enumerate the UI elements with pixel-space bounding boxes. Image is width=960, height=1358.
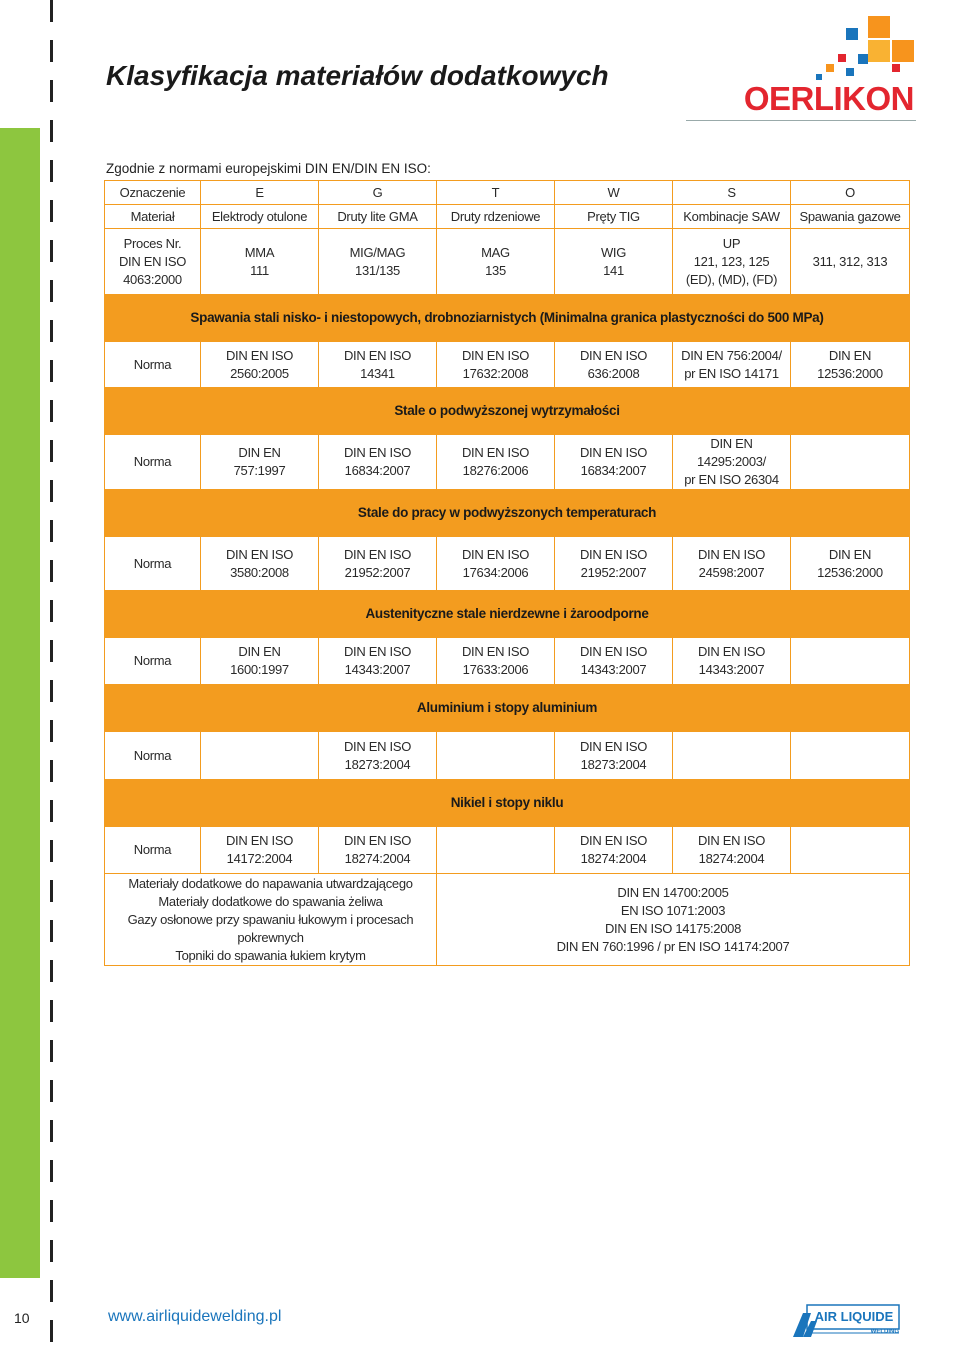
air-liquide-logo-text: AIR LIQUIDE <box>814 1309 894 1324</box>
standard-cell <box>201 827 319 874</box>
standard-cell-text: DIN EN 12536:2000 <box>817 546 883 580</box>
standard-cell <box>673 827 791 874</box>
standard-cell-text: DIN EN 14295:2003/ pr EN ISO 26304 <box>684 436 779 487</box>
standard-cell <box>437 732 555 780</box>
standard-cell-text: DIN EN ISO 21952:2007 <box>343 546 412 580</box>
header-cell-text: Materiał <box>130 208 175 224</box>
standard-cell <box>437 342 555 388</box>
oerlikon-logo <box>686 14 916 117</box>
standard-cell-text: DIN EN ISO 24598:2007 <box>697 546 766 580</box>
header-cell-text: Proces Nr. DIN EN ISO 4063:2000 <box>118 235 187 287</box>
header-cell <box>791 181 910 205</box>
standard-cell <box>201 537 319 591</box>
standard-cell-text: DIN EN ISO 18274:2004 <box>697 833 766 866</box>
extras-standards-cell <box>437 874 910 966</box>
norma-label-cell <box>105 342 201 388</box>
extras-materials-cell-text: Materiały dodatkowe do napawania utwardzającego Materiały dodatkowe do spawania żeliwa Gazy osłonowe przy spawaniu łukowym i procesach pokrewnych Topniki do spawania łukiem krytym <box>127 875 414 963</box>
section-header-row <box>105 490 910 537</box>
standard-cell <box>791 537 910 591</box>
standard-cell <box>673 342 791 388</box>
norma-label-cell <box>105 732 201 780</box>
header-cell <box>791 205 910 229</box>
header-cell-text: Spawania gazowe <box>799 208 901 224</box>
extras-standards-cell-text: DIN EN 14700:2005 EN ISO 1071:2003 DIN EN ISO 14175:2008 DIN EN 760:1996 / pr EN ISO 14174:2007 <box>556 884 790 954</box>
standard-cell <box>319 342 437 388</box>
standard-cell <box>437 537 555 591</box>
standard-cell-text: DIN EN ISO 16834:2007 <box>579 445 648 478</box>
air-liquide-logo <box>793 1303 903 1339</box>
header-cell <box>437 205 555 229</box>
standard-cell <box>201 732 319 780</box>
standard-cell-text: DIN EN 757:1997 <box>233 445 286 478</box>
standard-cell <box>555 732 673 780</box>
section-header-row <box>105 780 910 827</box>
section-header-row <box>105 388 910 435</box>
header-cell <box>791 229 910 295</box>
standard-cell-text: DIN EN ISO 18273:2004 <box>343 738 412 772</box>
header-cell-text: E <box>255 184 264 200</box>
header-cell-text: WIG 141 <box>600 244 627 278</box>
website-link[interactable]: www.airliquidewelding.pl <box>108 1308 282 1325</box>
header-cell-text: G <box>372 184 383 200</box>
header-cell <box>105 229 201 295</box>
standard-cell-text: DIN EN ISO 18274:2004 <box>579 833 648 866</box>
intro-text: Zgodnie z normami europejskimi DIN EN/DIN EN ISO: <box>106 161 431 176</box>
norma-label-cell-text: Norma <box>133 653 172 668</box>
section-title-text: Spawania stali nisko- i niestopowych, drobnoziarnistych (Minimalna granica plastyczności do 500 MPa) <box>190 310 824 325</box>
standard-cell <box>791 827 910 874</box>
standard-cell-text: DIN EN ISO 14172:2004 <box>225 833 294 866</box>
standard-cell-text: DIN EN 12536:2000 <box>817 347 883 381</box>
section-title-text: Aluminium i stopy aluminium <box>416 700 598 715</box>
header-cell-text: W <box>607 184 620 200</box>
norma-label-cell-text: Norma <box>133 555 172 571</box>
oerlikon-logo-icon <box>686 14 916 84</box>
standard-cell-text: DIN EN ISO 14343:2007 <box>697 644 766 677</box>
standard-cell <box>319 827 437 874</box>
standard-cell-text: DIN EN ISO 3580:2008 <box>225 546 294 580</box>
standard-cell <box>437 435 555 490</box>
standard-cell-text: DIN EN ISO 17633:2006 <box>461 644 530 677</box>
standard-cell <box>673 732 791 780</box>
section-title <box>105 388 910 435</box>
header-cell-text: O <box>845 184 855 200</box>
header-cell-text: Elektrody otulone <box>211 208 308 224</box>
section-title <box>105 295 910 342</box>
norma-label-cell-text: Norma <box>133 842 172 857</box>
section-header-row <box>105 295 910 342</box>
page-title: Klasyfikacja materiałów dodatkowych <box>106 60 609 91</box>
header-cell-text: MMA 111 <box>244 244 275 278</box>
standard-cell-text: DIN EN 1600:1997 <box>230 644 289 677</box>
norma-label-cell-text: Norma <box>133 454 172 469</box>
standard-cell <box>201 435 319 490</box>
header-cell <box>673 205 791 229</box>
header-cell <box>673 229 791 295</box>
norma-label-cell <box>105 435 201 490</box>
table-row <box>105 827 910 874</box>
header-cell-text: S <box>727 184 736 200</box>
standard-cell <box>791 638 910 685</box>
header-cell-text: MIG/MAG 131/135 <box>349 244 406 278</box>
standard-cell-text: DIN EN ISO 18273:2004 <box>579 738 648 772</box>
standard-cell-text: DIN EN ISO 17632:2008 <box>461 347 530 381</box>
header-row <box>105 181 910 205</box>
standard-cell <box>673 537 791 591</box>
norma-label-cell <box>105 827 201 874</box>
header-cell-text: T <box>491 184 500 200</box>
header-cell-text: Oznaczenie <box>119 184 186 200</box>
header-cell-text: UP 121, 123, 125 (ED), (MD), (FD) <box>685 235 778 287</box>
standard-cell-text: DIN EN ISO 21952:2007 <box>579 546 648 580</box>
standard-cell-text: DIN EN ISO 636:2008 <box>579 347 648 381</box>
header-cell <box>201 205 319 229</box>
logo-divider <box>686 120 916 121</box>
section-title-text: Nikiel i stopy niklu <box>450 795 564 810</box>
table-row <box>105 342 910 388</box>
table-row <box>105 638 910 685</box>
standard-cell-text: DIN EN ISO 17634:2006 <box>461 546 530 580</box>
header-cell <box>437 181 555 205</box>
standard-cell <box>555 435 673 490</box>
header-cell-text: MAG 135 <box>481 244 510 278</box>
table-row <box>105 435 910 490</box>
standard-cell <box>319 435 437 490</box>
standard-cell <box>791 732 910 780</box>
standard-cell <box>555 342 673 388</box>
standard-cell-text: DIN EN ISO 18274:2004 <box>343 833 412 866</box>
standard-cell <box>555 537 673 591</box>
standard-cell-text: DIN EN ISO 16834:2007 <box>343 445 412 478</box>
header-cell <box>555 229 673 295</box>
standard-cell <box>319 732 437 780</box>
standard-cell <box>673 638 791 685</box>
standard-cell-text: DIN EN ISO 14341 <box>343 347 412 381</box>
header-cell-text: Druty rdzeniowe <box>450 208 541 224</box>
standard-cell <box>437 827 555 874</box>
table-row <box>105 732 910 780</box>
header-cell-text: Pręty TIG <box>587 208 640 224</box>
section-header-row <box>105 685 910 732</box>
standard-cell-text: DIN EN ISO 14343:2007 <box>579 644 648 677</box>
section-title-text: Austenityczne stale nierdzewne i żaroodporne <box>365 606 649 621</box>
table-row <box>105 537 910 591</box>
norma-label-cell-text: Norma <box>133 747 172 763</box>
header-cell <box>319 181 437 205</box>
classification-table <box>104 180 910 966</box>
extras-materials-cell <box>105 874 437 966</box>
section-title <box>105 591 910 638</box>
header-cell <box>673 181 791 205</box>
standard-cell <box>437 638 555 685</box>
side-color-bar <box>0 128 40 1278</box>
header-cell <box>319 205 437 229</box>
standard-cell <box>791 435 910 490</box>
section-title-text: Stale o podwyższonej wytrzymałości <box>394 403 620 418</box>
standard-cell-text: DIN EN 756:2004/ pr EN ISO 14171 <box>681 347 782 381</box>
page-number: 10 <box>14 1310 30 1326</box>
standard-cell <box>673 435 791 490</box>
air-liquide-logo-subtext: WELDING <box>870 1329 899 1335</box>
standard-cell-text: DIN EN ISO 14343:2007 <box>343 644 412 677</box>
section-title <box>105 490 910 537</box>
extras-row <box>105 874 910 966</box>
header-cell-text: Kombinacje SAW <box>683 208 780 224</box>
norma-label-cell-text: Norma <box>133 356 172 372</box>
section-title-text: Stale do pracy w podwyższonych temperaturach <box>357 505 657 520</box>
standard-cell <box>791 342 910 388</box>
header-cell <box>201 229 319 295</box>
header-cell-text: 311, 312, 313 <box>812 253 888 269</box>
standard-cell-text: DIN EN ISO 2560:2005 <box>225 347 294 381</box>
oerlikon-logo-text: OERLIKON <box>743 80 914 117</box>
header-cell <box>201 181 319 205</box>
standard-cell-text: DIN EN ISO 18276:2006 <box>461 445 530 478</box>
header-cell <box>105 205 201 229</box>
header-row <box>105 205 910 229</box>
header-cell <box>555 205 673 229</box>
section-title <box>105 780 910 827</box>
section-header-row <box>105 591 910 638</box>
header-cell-text: Druty lite GMA <box>337 208 418 224</box>
standard-cell <box>201 638 319 685</box>
standard-cell <box>201 342 319 388</box>
header-cell <box>319 229 437 295</box>
standard-cell <box>319 638 437 685</box>
standard-cell <box>319 537 437 591</box>
dashed-margin-rule <box>50 0 53 1358</box>
standard-cell <box>555 827 673 874</box>
norma-label-cell <box>105 537 201 591</box>
norma-label-cell <box>105 638 201 685</box>
section-title <box>105 685 910 732</box>
header-row <box>105 229 910 295</box>
header-cell <box>437 229 555 295</box>
header-cell <box>555 181 673 205</box>
header-cell <box>105 181 201 205</box>
standard-cell <box>555 638 673 685</box>
